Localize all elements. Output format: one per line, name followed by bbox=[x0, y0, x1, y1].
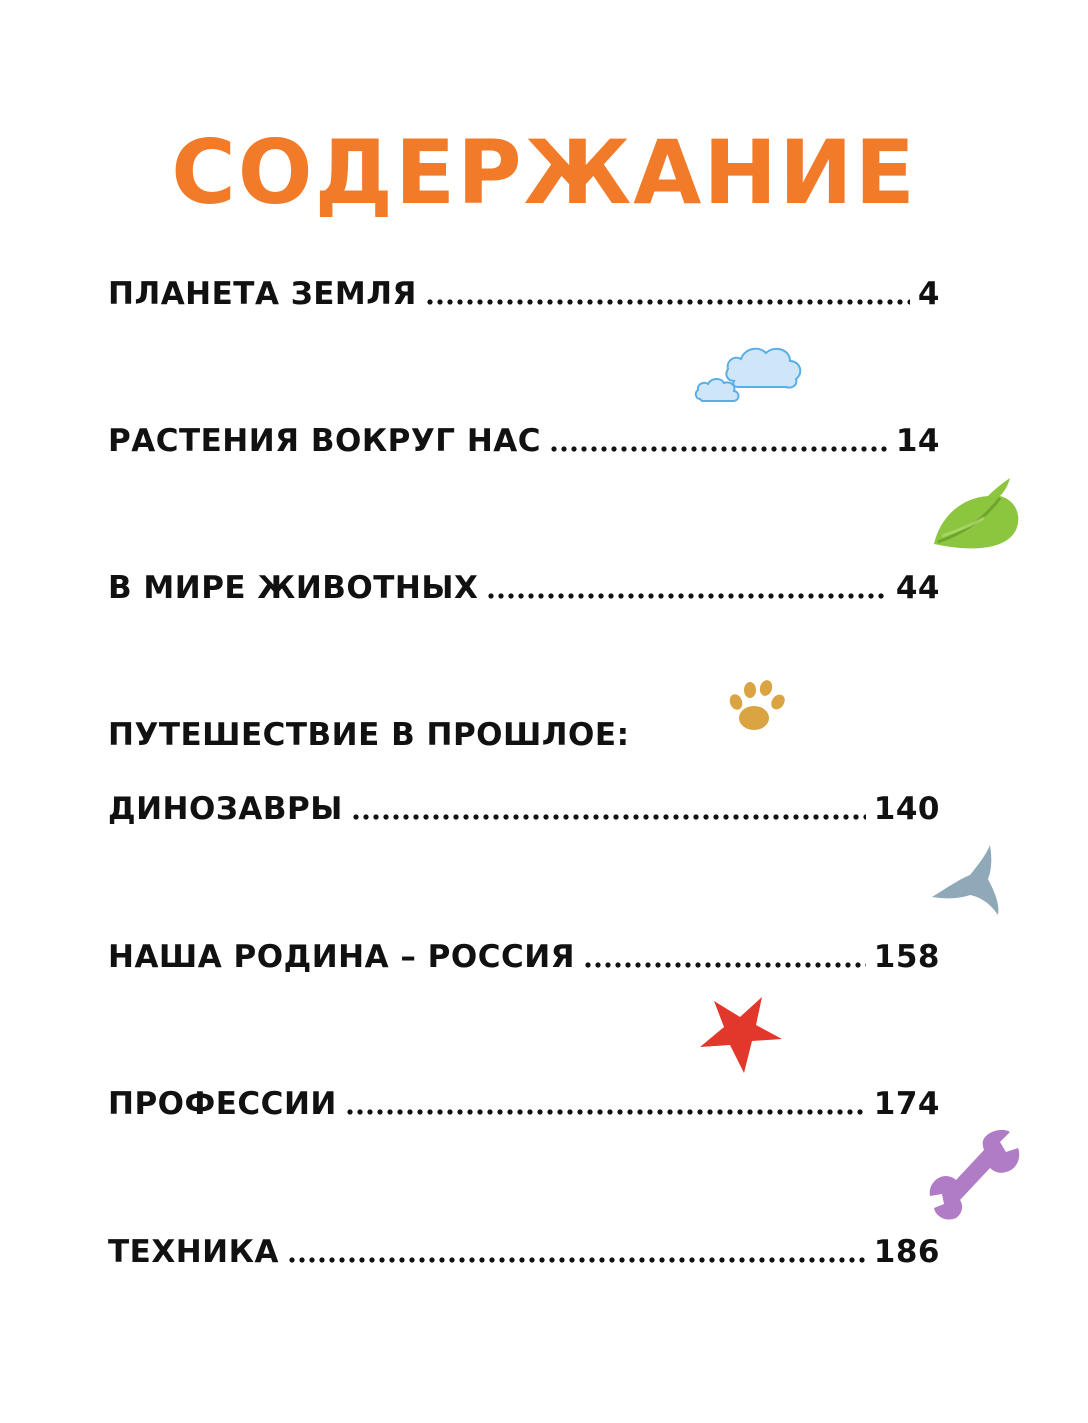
dot-leader bbox=[345, 1109, 866, 1115]
toc-entry-technology[interactable] bbox=[108, 1232, 940, 1272]
dot-leader bbox=[583, 962, 866, 968]
toc-entry-label: РАСТЕНИЯ ВОКРУГ НАС bbox=[108, 423, 542, 459]
toc-entry-page: 140 bbox=[873, 791, 940, 827]
toc-entry-page: 4 bbox=[917, 276, 940, 312]
toc-entry-label: ПУТЕШЕСТВИЕ В ПРОШЛОЕ: bbox=[108, 717, 630, 753]
dot-leader bbox=[425, 299, 910, 305]
toc-entry-professions[interactable] bbox=[108, 1084, 940, 1124]
paw-icon bbox=[726, 676, 790, 736]
toc-entry-plants[interactable] bbox=[108, 421, 940, 461]
toc-entry-planet-earth[interactable] bbox=[108, 274, 940, 314]
toc-entry-label: ПРОФЕССИИ bbox=[108, 1086, 337, 1122]
toc-entry-journey-past[interactable] bbox=[108, 715, 940, 755]
wrench-icon bbox=[926, 1128, 1028, 1220]
toc-entry-label: В МИРЕ ЖИВОТНЫХ bbox=[108, 570, 479, 606]
toc-entry-label: ТЕХНИКА bbox=[108, 1234, 279, 1270]
toc-entry-page: 174 bbox=[873, 1086, 940, 1122]
toc-entry-label: ПЛАНЕТА ЗЕМЛЯ bbox=[108, 276, 417, 312]
toc-entry-dinosaurs[interactable] bbox=[108, 789, 940, 829]
toc-entry-label: ДИНОЗАВРЫ bbox=[108, 791, 343, 827]
dot-leader bbox=[549, 446, 888, 452]
toc-entry-animals[interactable] bbox=[108, 568, 940, 608]
toc-entry-page: 14 bbox=[895, 423, 940, 459]
leaf-icon bbox=[930, 478, 1022, 556]
cloud-icon bbox=[694, 337, 806, 413]
bird-icon bbox=[930, 843, 1002, 917]
toc-entry-label: НАША РОДИНА – РОССИЯ bbox=[108, 939, 576, 975]
dot-leader bbox=[486, 593, 887, 599]
toc-entry-page: 44 bbox=[895, 570, 940, 606]
toc-entry-page: 158 bbox=[873, 939, 940, 975]
toc-entry-russia[interactable] bbox=[108, 937, 940, 977]
star-icon bbox=[700, 995, 784, 1075]
page-title: СОДЕРЖАНИЕ bbox=[171, 121, 917, 224]
dot-leader bbox=[287, 1257, 866, 1263]
dot-leader bbox=[351, 814, 866, 820]
toc-entry-page: 186 bbox=[873, 1234, 940, 1270]
